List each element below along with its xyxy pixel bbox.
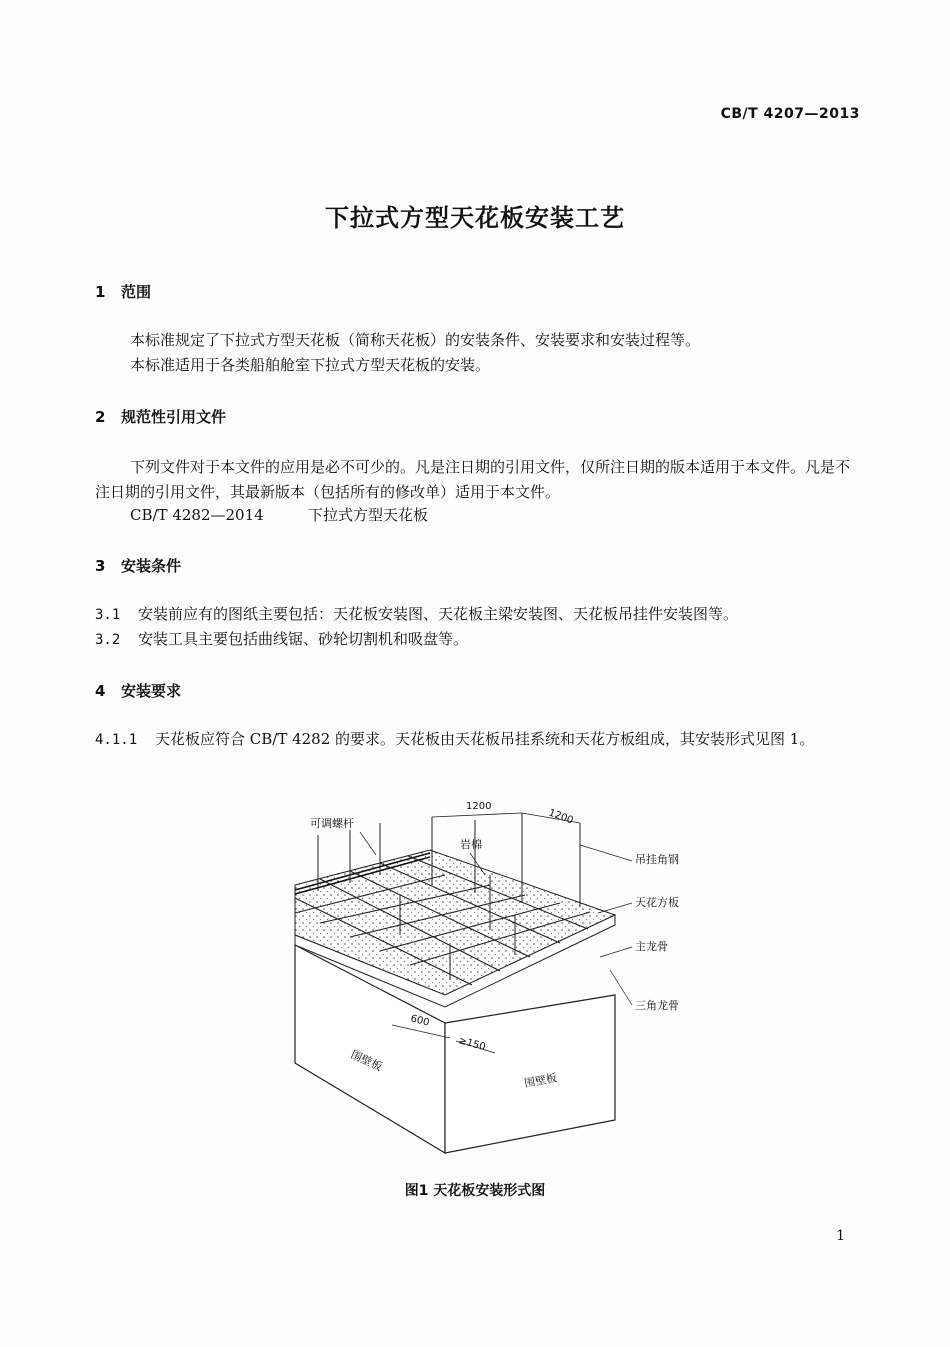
- section-number: 3: [95, 557, 106, 575]
- clause-text: 安装前应有的图纸主要包括：天花板安装图、天花板主梁安装图、天花板吊挂件安装图等。: [138, 605, 739, 623]
- scope-paragraph-2: 本标准适用于各类船舶舱室下拉式方型天花板的安装。: [130, 356, 491, 374]
- label-adjustable-rod: 可调螺杆: [310, 817, 354, 830]
- label-wall-panel-right: 围壁板: [523, 1071, 559, 1090]
- scope-paragraph-1: 本标准规定了下拉式方型天花板（简称天花板）的安装条件、安装要求和安装过程等。: [130, 331, 701, 349]
- label-wall-panel-left: 围壁板: [348, 1047, 385, 1074]
- figure-caption: 图1 天花板安装形式图: [404, 1183, 546, 1199]
- condition-3-1: [95, 602, 857, 628]
- clause-number: 4.1.1: [95, 732, 138, 748]
- condition-3-2: [95, 627, 857, 653]
- reference-code: CB/T 4282—2014: [130, 506, 264, 524]
- references-intro: 下列文件对于本文件的应用是必不可少的。凡是注日期的引用文件，仅所注日期的版本适用于本文件。凡是不注日期的引用文件，其最新版本（包括所有的修改单）适用于本文件。: [95, 458, 851, 501]
- dimension-1200-b: 1200: [546, 807, 575, 827]
- section-1-heading: [95, 281, 151, 302]
- section-number: 2: [95, 408, 106, 426]
- label-hanging-angle: 吊挂角钢: [635, 853, 679, 866]
- label-main-keel: 主龙骨: [635, 940, 668, 953]
- section-3-heading: [95, 555, 181, 576]
- reference-title: 下拉式方型天花板: [308, 506, 429, 524]
- dimension-1200-a: 1200: [466, 801, 492, 812]
- section-number: 1: [95, 283, 106, 301]
- standard-number: CB/T 4207—2013: [720, 106, 860, 122]
- dimension-150: ≥150: [457, 1035, 487, 1054]
- section-number: 4: [95, 682, 106, 700]
- clause-number: 3.2: [95, 632, 121, 648]
- page-title: 下拉式方型天花板安装工艺: [325, 204, 625, 232]
- section-title: 安装要求: [121, 682, 182, 700]
- label-rock-wool: 岩棉: [460, 838, 482, 851]
- section-4-heading: [95, 680, 181, 701]
- ceiling-installation-figure: [280, 795, 720, 1165]
- clause-number: 3.1: [95, 607, 121, 623]
- requirement-4-1-1: [95, 727, 857, 753]
- section-title: 范围: [121, 283, 152, 301]
- page-number: 1: [836, 1228, 845, 1244]
- section-title: 规范性引用文件: [121, 408, 227, 426]
- clause-text: 天花板应符合 CB/T 4282 的要求。天花板由天花板吊挂系统和天花方板组成，其安装形式见图 1。: [155, 730, 815, 748]
- label-ceiling-panel: 天花方板: [635, 896, 679, 909]
- section-2-heading: [95, 406, 226, 427]
- dimension-600: 600: [409, 1013, 431, 1029]
- clause-text: 安装工具主要包括曲线锯、砂轮切割机和吸盘等。: [138, 630, 469, 648]
- reference-item: [130, 504, 428, 525]
- label-triangle-keel: 三角龙骨: [635, 999, 679, 1012]
- section-title: 安装条件: [121, 557, 182, 575]
